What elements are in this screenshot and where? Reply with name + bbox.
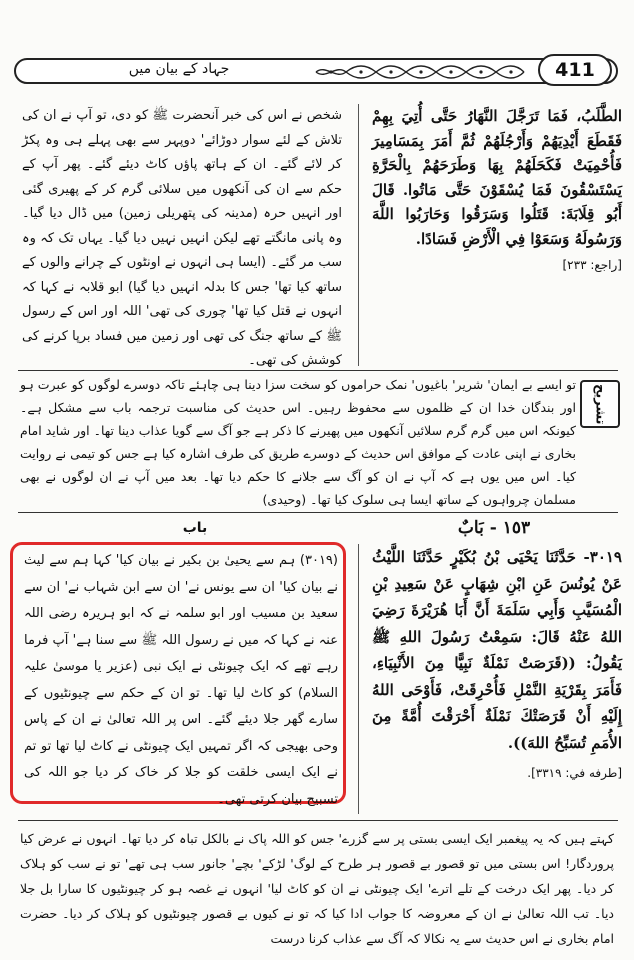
hadith-urdu-paragraph: (٣٠١٩) ہم سے یحییٰ بن بکیر نے بیان کیا' کہا ہم سے لیث نے بیان کیا' ان سے یونس نے' ان سے ابن شہاب نے' ان سے سعید بن مسیب اور ابو سلمہ نے کہ ابو ہریرہ رضی اللہ عنہ نے کہا کہ میں نے رسول اللہ ﷺ سے سنا ہے' آپ فرما رہے تھے کہ ایک چیونٹی نے ایک نبی (عزیر یا موسیٰ علیہ السلام) کو کاٹ لیا تھا۔ تو ان کے حکم سے چیونٹیوں کے سارے گھر جلا دیئے گئے۔ اس پر اللہ تعالیٰ نے ان کے پاس وحی بھیجی کہ اگر تمہیں ایک چیونٹی نے کاٹ لیا تھا تو تم نے ایک ایسی خلقت کو جلا کر خاک کر دیا جو اللہ کی تسبیح بیان کرتی تھی۔ <box>24 553 338 807</box>
section-divider-3 <box>18 820 618 821</box>
commentary-text <box>20 373 576 511</box>
page-number: 411 <box>538 54 612 86</box>
ornament-decoration-icon <box>314 62 526 82</box>
tashreeh-badge <box>580 380 620 428</box>
section-divider <box>18 370 618 371</box>
bab-heading-urdu: باب <box>182 520 208 536</box>
urdu-translation-top <box>22 104 342 374</box>
hadith-urdu-translation <box>24 548 338 813</box>
arabic-text-top <box>372 104 622 278</box>
section-divider-2 <box>18 512 618 513</box>
bab-heading-arabic: ١٥٣ - بَابٌ <box>457 518 531 538</box>
chapter-title: جہاد کے بیان میں <box>128 61 230 77</box>
hadith-arabic-reference: [طرفه في: ٣٣١٩]. <box>527 766 622 780</box>
column-divider-2 <box>358 544 359 814</box>
arabic-paragraph: الطَّلَبُ، فَمَا تَرَجَّلَ النَّهَارُ حَتَّى أُتِيَ بِهِمْ فَقَطَعَ أَيْدِيَهُمْ وَأَرْجُلَهُمْ ثُمَّ أَمَرَ بِمَسَامِيرَ فَأُحْمِيَتْ فَكَحَلَهُمْ بِهَا وَطَرَحَهُمْ بِالْحَرَّةِ يَسْتَسْقُونَ فَمَا يُسْقَوْنَ حَتَّى مَاتُوا. قَالَ أَبُو قِلَابَةَ: قَتَلُوا وَسَرَقُوا وَحَارَبُوا اللَّهَ وَرَسُولَهُ وَسَعَوْا فِي الْأَرْضِ فَسَادًا. <box>372 107 622 248</box>
commentary-paragraph: تو ایسے بے ایمان' شریر' باغیوں' نمک حراموں کو سخت سزا دینا ہی چاہئے تاکہ دوسرے لوگوں کو عبرت ہو اور بندگان خدا ان کے ظلموں سے محفوظ رہیں۔ اس حدیث کی مناسبت ترجمہ باب سے مشکل ہے۔ کیونکہ اس میں گرم گرم سلائیں آنکھوں میں پھیرنے کا ذکر ہے جو آگ سے گویا عذاب دینا تھا۔ اور شاید امام بخاری نے اپنی عادت کے موافق اس حدیث کے دوسرے طریق کی طرف اشارہ کیا ہے جس کو تیمی نے روایت کیا۔ اس میں یوں ہے کہ آپ نے ان کو آگ سے جلانے کا حکم دیا تھا۔ بعد میں آپ نے ان لوگوں نے بھی مسلمان چرواہوں کے ساتھ ایسا ہی سلوک کیا تھا۔ (وحیدی) <box>20 377 576 507</box>
column-divider <box>358 104 359 366</box>
hadith-arabic-paragraph: ٣٠١٩- حَدَّثَنَا يَحْيَى بْنُ بُكَيْرٍ حَدَّثَنَا اللَّيْثُ عَنْ يُونُسَ عَنِ ابْنِ شِهَابٍ عَنْ سَعِيدِ بْنِ الْمُسَيَّبِ وَأَبِي سَلَمَةَ أَنَّ أَبَا هُرَيْرَةَ رَضِيَ اللهُ عَنْهُ قَالَ: سَمِعْتُ رَسُولَ اللهِ ﷺ يَقُولُ: ((قَرَصَتْ نَمْلَةٌ نَبِيًّا مِنَ الأَنْبِيَاءِ، فَأَمَرَ بِقَرْيَةِ النَّمْلِ فَأُحْرِقَتْ، فَأَوْحَى اللهُ إِلَيْهِ أَنْ قَرَصَتْكَ نَمْلَةٌ أَحْرَقْتَ أُمَّةً مِنَ الأُمَمِ تُسَبِّحُ اللهَ)). <box>372 548 622 752</box>
page-header <box>14 54 618 90</box>
tashreeh-label: تشریح <box>592 383 608 425</box>
arabic-reference: [راجع: ٢٣٣] <box>562 258 622 272</box>
hadith-arabic-text <box>372 544 622 787</box>
urdu-paragraph: شخص نے اس کی خبر آنحضرت ﷺ کو دی، تو آپ نے ان کی تلاش کے لئے سوار دوڑائے' دوپہر سے بھی پہلے ہی وہ پکڑ کر لائے گئے۔ ان کے ہاتھ پاؤں کاٹ دیئے گئے۔ پھر آپ کے حکم سے ان کی آنکھوں میں سلائی گرم کر کے پھیری گئی اور انہیں حرہ (مدینہ کی پتھریلی زمین) میں ڈال دیا گیا۔ وہ پانی مانگتے تھے لیکن انہیں نہیں دیا گیا۔ یہاں تک کہ وہ سب مر گئے۔ (ایسا ہی انہوں نے اونٹوں کے چرانے والوں کے ساتھ کیا تھا' جس کا بدلہ انہیں دیا گیا) ابو قلابہ نے کہا کہ انہوں نے قتل کیا تھا' چوری کی تھی' اللہ اور اس کے رسول ﷺ کے ساتھ جنگ کی تھی اور زمین میں فساد برپا کرنے کی کوشش کی تھی۔ <box>22 108 342 368</box>
bottom-commentary <box>20 826 614 951</box>
bottom-paragraph: کہتے ہیں کہ یہ پیغمبر ایک ایسی بستی پر سے گزرے' جس کو اللہ پاک نے بالکل تباہ کر دیا تھا۔ انہوں نے عرض کیا پروردگار! اس بستی میں تو قصور بے قصور ہر طرح کے لوگ' لڑکے' بچے' جانور سب ہی تھے' تو نے سب کو ہلاک کر دیا۔ پھر ایک درخت کے تلے اترے' ایک چیونٹی نے ان کو کاٹ لیا' انہوں نے غصہ ہو کر چیونٹیوں کا سارا بل جلا دیا۔ تب اللہ تعالیٰ نے ان کے معروضہ کا جواب ادا کیا کہ تو نے کیوں بے قصور چیونٹیوں کو ہلاک کر دیا۔ حضرت امام بخاری نے اس حدیث سے یہ نکالا کہ آگ سے عذاب کرنا درست <box>20 831 614 946</box>
